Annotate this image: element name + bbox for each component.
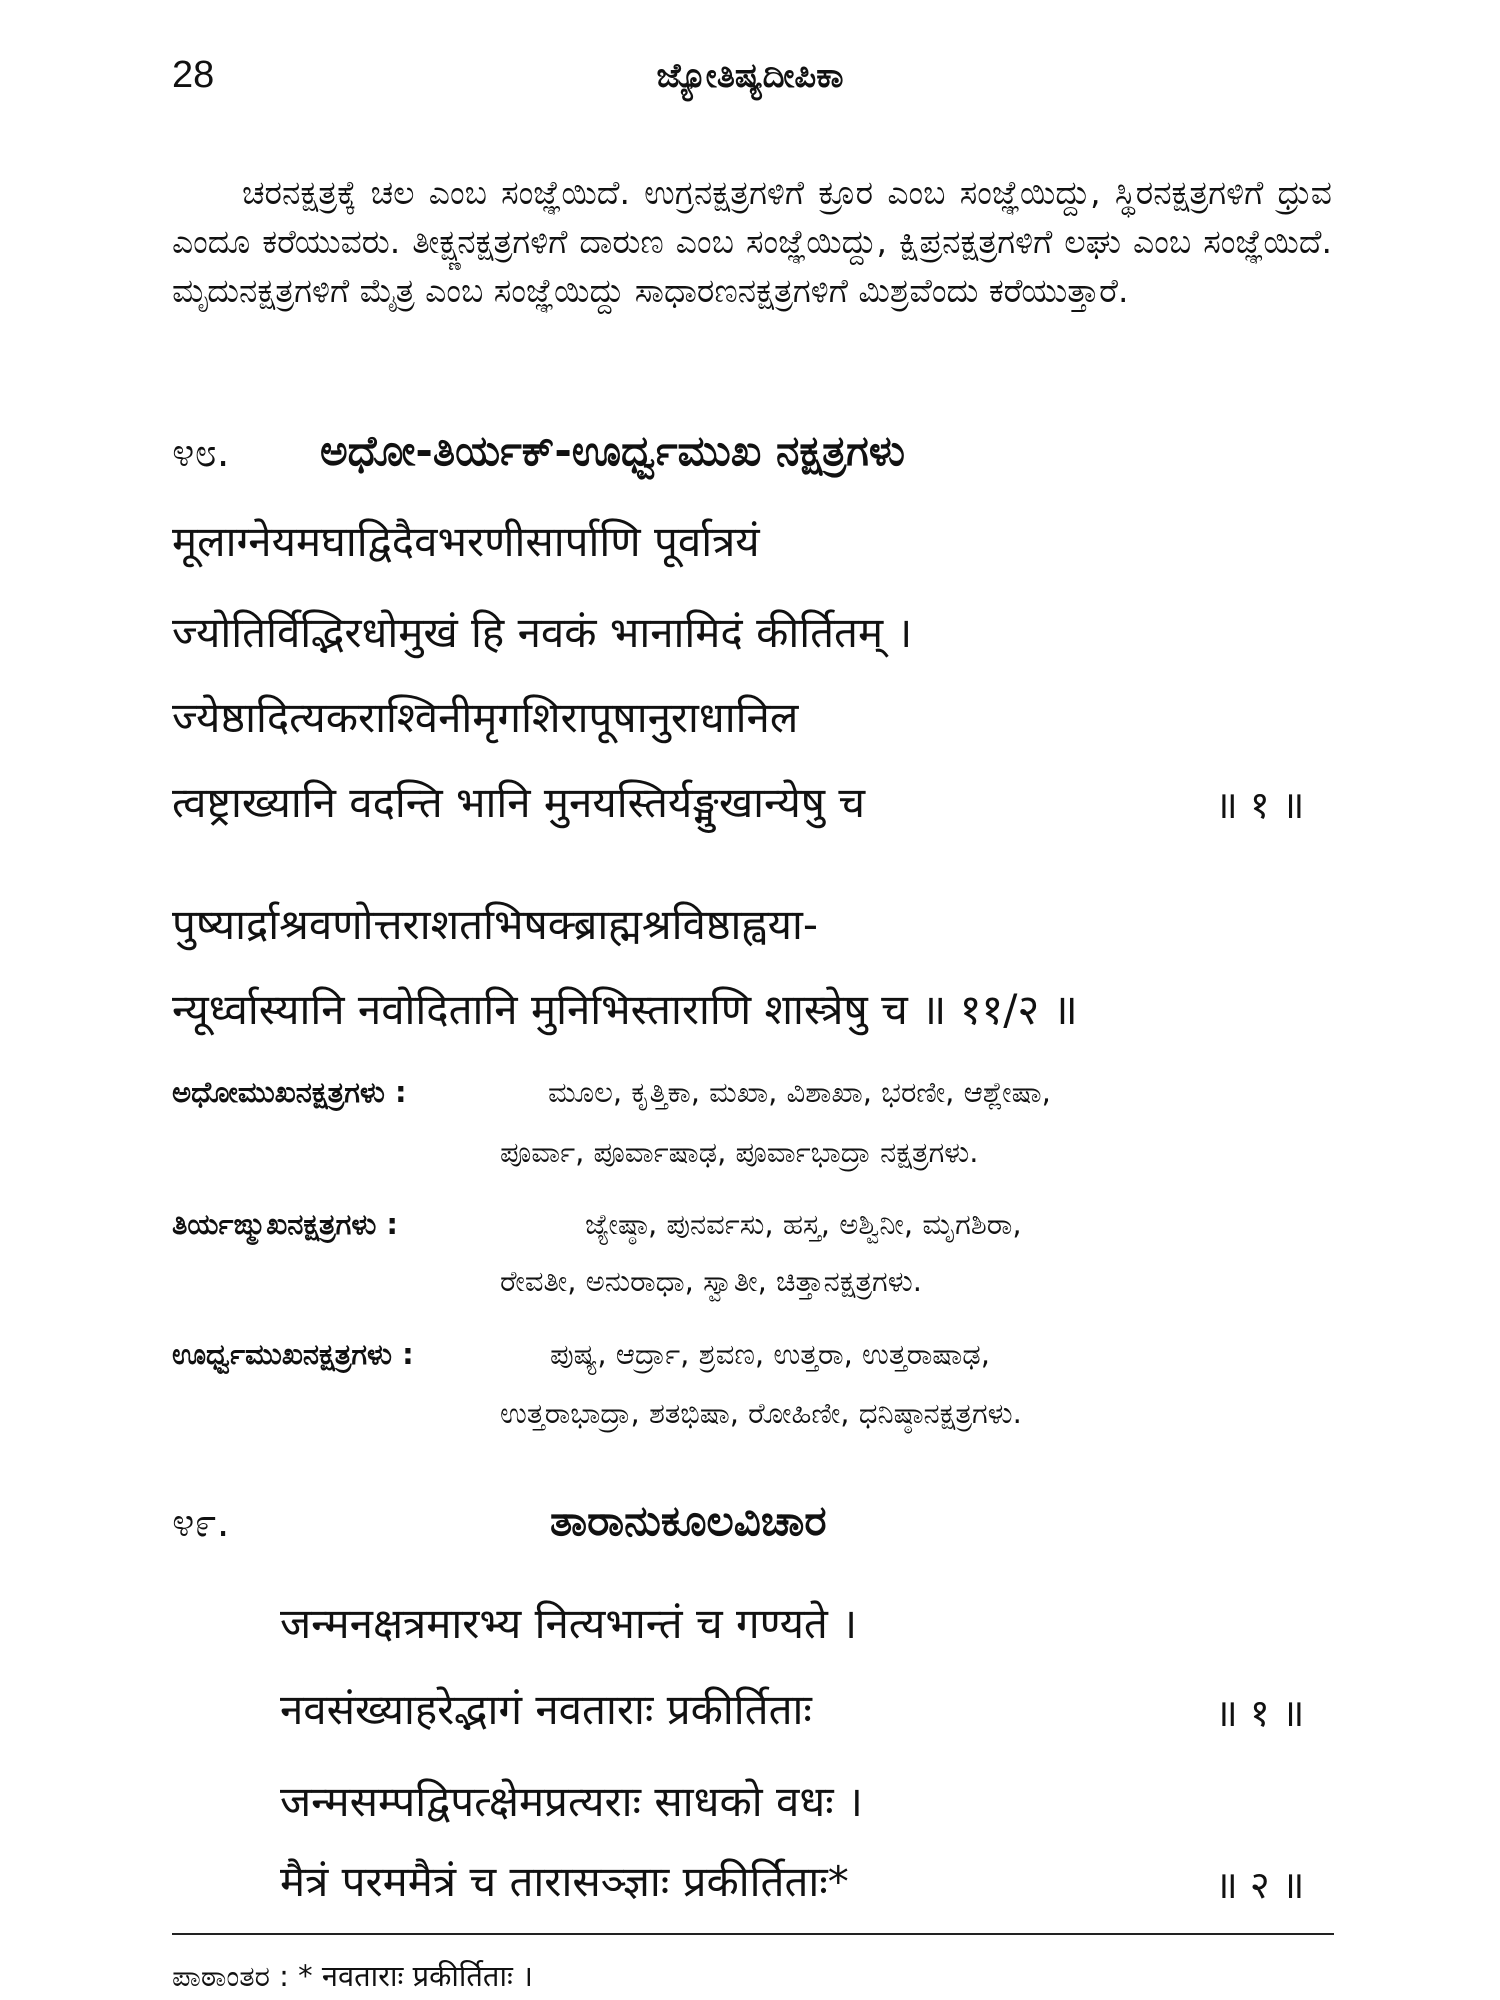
list-label-urdhvamukha: ಊರ್ಧ್ವಮುಖನಕ್ಷತ್ರಗಳು : bbox=[172, 1337, 414, 1371]
list-text: ಪುಷ್ಯ, ಆರ್ದ್ರಾ, ಶ್ರವಣ, ಉತ್ತರಾ, ಉತ್ತರಾಷಾಢ, bbox=[550, 1337, 990, 1371]
list-label-tiryanmukha: ತಿರ್ಯಙ್ಮುಖನಕ್ಷತ್ರಗಳು : bbox=[172, 1207, 398, 1241]
intro-paragraph-text: ಚರನಕ್ಷತ್ರಕ್ಕೆ ಚಲ ಎಂಬ ಸಂಜ್ಞೆಯಿದೆ. ಉಗ್ರನಕ್ಷತ್ರಗಳಿಗೆ ಕ್ರೂರ ಎಂಬ ಸಂಜ್ಞೆಯಿದ್ದು, ಸ್ಥಿರನಕ್ಷತ್ರಗಳಿಗೆ ಧ್ರುವ ಎಂದೂ ಕರೆಯುವರು. ತೀಕ್ಷ್ಣನಕ್ಷತ್ರಗಳಿಗೆ ದಾರುಣ ಎಂಬ ಸಂಜ್ಞೆಯಿದ್ದು, ಕ್ಷಿಪ್ರನಕ್ಷತ್ರಗಳಿಗೆ ಲಘು ಎಂಬ ಸಂಜ್ಞೆಯಿದೆ. ಮೃದುನಕ್ಷತ್ರಗಳಿಗೆ ಮೈತ್ರ ಎಂಬ ಸಂಜ್ಞೆಯಿದ್ದು ಸಾಧಾರಣನಕ್ಷತ್ರಗಳಿಗೆ ಮಿಶ್ರವೆಂದು ಕರೆಯುತ್ತಾರೆ. bbox=[172, 173, 1332, 310]
section-48-title: ಅಧೋ-ತಿರ್ಯಕ್-ಊರ್ಧ್ವಮುಖ ನಕ್ಷತ್ರಗಳು bbox=[320, 426, 905, 475]
list-text: ಮೂಲ, ಕೃತ್ತಿಕಾ, ಮಖಾ, ವಿಶಾಖಾ, ಭರಣೀ, ಆಶ್ಲೇಷಾ, bbox=[548, 1075, 1051, 1109]
running-title: ಜ್ಯೋತಿಷ್ಯದೀಪಿಕಾ bbox=[656, 56, 844, 96]
verse-line: मैत्रं परममैत्रं च तारासञ्ज्ञाः प्रकीर्तिताः* bbox=[280, 1857, 849, 1906]
verse-line: जन्मसम्पद्विपत्क्षेमप्रत्यराः साधको वधः । bbox=[280, 1777, 863, 1826]
intro-paragraph bbox=[172, 168, 1332, 315]
list-text: ಜ್ಯೇಷ್ಠಾ, ಪುನರ್ವಸು, ಹಸ್ತ, ಅಶ್ವಿನೀ, ಮೃಗಶಿರಾ, bbox=[585, 1207, 1022, 1241]
page-number: 28 bbox=[172, 54, 215, 96]
verse-line: ज्येष्ठादित्यकराश्विनीमृगशिरापूषानुराधानिल bbox=[172, 693, 799, 742]
section-48-number: ೪೮. bbox=[172, 430, 230, 476]
list-label-adhomukha: ಅಧೋಮುಖನಕ್ಷತ್ರಗಳು : bbox=[172, 1075, 407, 1109]
section-49-title: ತಾರಾನುಕೂಲವಿಚಾರ bbox=[550, 1496, 827, 1545]
section-49-number: ೪೯. bbox=[172, 1500, 230, 1546]
footnote-divider bbox=[172, 1933, 1334, 1935]
verse-line: जन्मनक्षत्रमारभ्य नित्यभान्तं च गण्यते । bbox=[280, 1599, 858, 1648]
verse-number: ॥ २ ॥ bbox=[1215, 1863, 1305, 1907]
verse-line: न्यूर्ध्वास्यानि नवोदितानि मुनिभिस्ताराणि शास्त्रेषु च ॥ ११/२ ॥ bbox=[172, 985, 1078, 1034]
verse-line: नवसंख्याहरेद्भागं नवताराः प्रकीर्तिताः bbox=[280, 1685, 812, 1734]
verse-line: मूलाग्नेयमघाद्विदैवभरणीसार्पाणि पूर्वात्रयं bbox=[172, 517, 760, 566]
verse-line: त्वष्ट्राख्यानि वदन्ति भानि मुनयस्तिर्यङ्मुखान्येषु च bbox=[172, 778, 866, 827]
footnote: ಪಾಠಾಂತರ : * नवताराः प्रकीर्तिताः । bbox=[172, 1959, 534, 1993]
list-text: ಉತ್ತರಾಭಾದ್ರಾ, ಶತಭಿಷಾ, ರೋಹಿಣೀ, ಧನಿಷ್ಠಾನಕ್ಷತ್ರಗಳು. bbox=[500, 1396, 1022, 1430]
verse-line: ज्योतिर्विद्भिरधोमुखं हि नवकं भानामिदं कीर्तितम् । bbox=[172, 608, 913, 657]
verse-number: ॥ १ ॥ bbox=[1215, 1691, 1305, 1735]
list-text: ರೇವತೀ, ಅನುರಾಧಾ, ಸ್ವಾತೀ, ಚಿತ್ತಾನಕ್ಷತ್ರಗಳು. bbox=[500, 1264, 922, 1298]
verse-line: पुष्यार्द्राश्रवणोत्तराशतभिषक्ब्राह्मश्रविष्ठाह्वया- bbox=[172, 900, 818, 949]
verse-number: ॥ १ ॥ bbox=[1215, 783, 1305, 827]
list-text: ಪೂರ್ವಾ, ಪೂರ್ವಾಷಾಢ, ಪೂರ್ವಾಭಾದ್ರಾ ನಕ್ಷತ್ರಗಳು. bbox=[500, 1135, 979, 1169]
